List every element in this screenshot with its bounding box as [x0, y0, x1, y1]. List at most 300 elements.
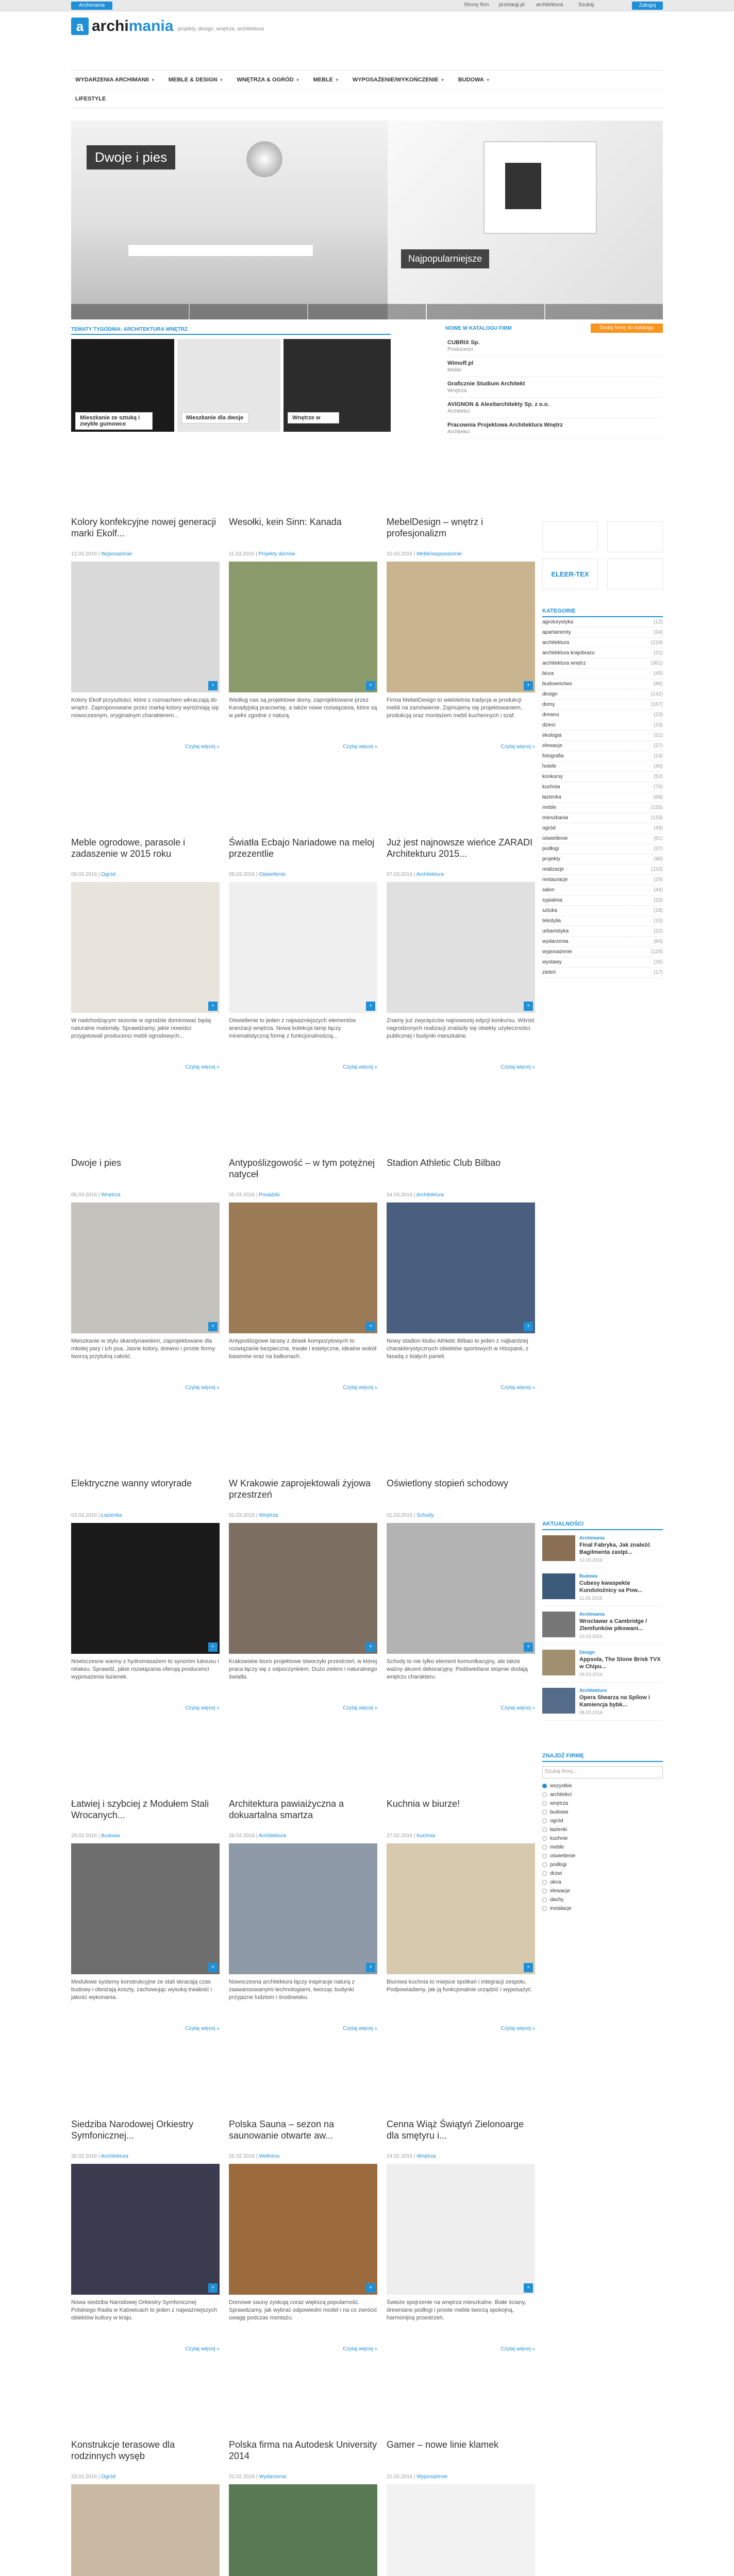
article-category[interactable]: Posadzki	[259, 1192, 280, 1198]
filter-label: podłogi	[550, 1862, 567, 1868]
plus-icon[interactable]: +	[524, 1322, 533, 1331]
category-name: apartamenty	[542, 630, 571, 635]
nav-item-label: WNĘTRZA & OGRÓD	[237, 77, 294, 83]
news-thumbnail[interactable]	[542, 1688, 575, 1714]
top-tab-1[interactable]: Strony firm	[464, 2, 489, 8]
news-item[interactable]	[542, 1645, 663, 1683]
read-more-link[interactable]: Czytaj więcej »	[343, 1385, 377, 1391]
firm-item[interactable]	[445, 377, 663, 398]
plus-icon[interactable]: +	[208, 1002, 218, 1011]
read-more-link[interactable]: Czytaj więcej »	[185, 1705, 220, 1711]
article-excerpt: Biurowa kuchnia to miejsce spotkań i integracji zespołu. Podpowiadamy, jak ją funkcjonalnie urządzić i wyposażyć.	[387, 1979, 532, 1993]
category-item[interactable]	[542, 803, 663, 813]
article-category[interactable]: Architektura	[416, 1192, 444, 1198]
plus-icon[interactable]: +	[366, 2283, 375, 2293]
article-date: 25.02.2016	[229, 2154, 255, 2159]
article-date: 11.03.2016	[229, 551, 255, 557]
radio-icon[interactable]	[542, 1854, 547, 1858]
article-excerpt: Nowa siedziba Narodowej Orkiestry Symfonicznej Polskiego Radia w Katowicach to jeden z najważniejszych obiektów kultury w kraju.	[71, 2299, 218, 2321]
nav-item[interactable]	[313, 77, 339, 83]
category-item[interactable]	[542, 834, 663, 844]
article-title[interactable]: Oświetlony stopień schodowy	[387, 1478, 509, 1488]
firm-filter-option[interactable]	[542, 1825, 663, 1834]
category-item[interactable]	[542, 638, 663, 648]
article-image[interactable]	[387, 882, 535, 1013]
article-title[interactable]: Antypoślizgowość – w tym potężnej natyceł	[229, 1158, 375, 1179]
plus-icon[interactable]: +	[208, 681, 218, 690]
radio-icon[interactable]	[542, 1784, 547, 1788]
category-item[interactable]	[542, 741, 663, 751]
firm-filter-list	[542, 1782, 663, 1913]
article-title[interactable]: MebelDesign – wnętrz i profesjonalizm	[387, 517, 483, 538]
news-source: Budowa	[579, 1573, 597, 1579]
category-item[interactable]	[542, 937, 663, 947]
category-name: urbanistyka	[542, 928, 569, 934]
firm-category: Architekci	[447, 429, 470, 435]
read-more-link[interactable]: Czytaj więcej »	[501, 2346, 535, 2352]
category-item[interactable]	[542, 875, 663, 885]
hero-caption-popular[interactable]: Najpopularniejsze	[401, 249, 489, 268]
article-image[interactable]	[229, 1523, 377, 1654]
article-title[interactable]: Polska firma na Autodesk University 2014	[229, 2439, 377, 2461]
news-title[interactable]: Appsola, The Stone Brisk TVX w Chipu...	[579, 1656, 661, 1670]
category-item[interactable]	[542, 700, 663, 710]
article-title[interactable]: Łatwiej i szybciej z Modułem Stali Wrocanych...	[71, 1799, 209, 1820]
nav-item[interactable]	[458, 77, 490, 83]
news-date: 08.03.2016	[579, 1710, 603, 1715]
article-category[interactable]: Łazienka	[101, 1513, 122, 1518]
radio-icon[interactable]	[542, 1862, 547, 1867]
article-excerpt: Kolory Ekolf przyszłości, które z rozmachem wkraczają do wnętrz. Zaproponowane przez markę kolory wyróżniają się nowoczesnym, oryginalnym charakterem...	[71, 697, 219, 719]
article-meta: 12.03.2016 | Wyposażenie	[71, 551, 132, 557]
category-item[interactable]	[542, 854, 663, 865]
news-item[interactable]	[542, 1606, 663, 1645]
category-item[interactable]	[542, 669, 663, 679]
hero-thumbnails[interactable]	[71, 304, 663, 319]
firm-filter-option[interactable]	[542, 1860, 663, 1869]
radio-icon[interactable]	[542, 1792, 547, 1797]
category-name: elewacje	[542, 743, 562, 749]
firm-filter-option[interactable]	[542, 1808, 663, 1817]
category-item[interactable]	[542, 628, 663, 638]
plus-icon[interactable]: +	[366, 1642, 375, 1652]
hero-caption[interactable]: Dwoje i pies	[87, 145, 175, 170]
read-more-link[interactable]: Czytaj więcej »	[343, 1064, 377, 1070]
firm-name: Graficznie Studium Architekt	[447, 381, 525, 387]
category-count: (49)	[654, 825, 663, 831]
news-item[interactable]	[542, 1568, 663, 1606]
plus-icon[interactable]: +	[524, 1002, 533, 1011]
article-image[interactable]	[71, 1523, 220, 1654]
article-card[interactable]	[71, 2119, 220, 2352]
plus-icon[interactable]: +	[524, 1642, 533, 1652]
article-title[interactable]: Siedziba Narodowej Orkiestry Symfonicznej...	[71, 2119, 194, 2141]
category-count: (44)	[654, 887, 663, 893]
article-card[interactable]	[229, 1478, 377, 1711]
article-card[interactable]	[71, 2439, 220, 2576]
article-meta: 28.02.2016 | Architektura	[229, 1833, 287, 1839]
hero-slider[interactable]	[71, 121, 663, 319]
category-item[interactable]	[542, 844, 663, 854]
article-title[interactable]: Elektryczne wanny wtoryrade	[71, 1478, 192, 1488]
filter-label: budowa	[550, 1809, 569, 1815]
chevron-down-icon: ▼	[219, 77, 224, 82]
firm-item[interactable]	[445, 398, 663, 418]
article-card[interactable]	[229, 2119, 377, 2352]
login-button[interactable]: Zaloguj	[632, 2, 663, 10]
category-name: ogród	[542, 825, 556, 831]
article-meta: 25.02.2016 | Wellness	[229, 2154, 280, 2159]
nav-item[interactable]	[353, 77, 445, 83]
article-card[interactable]	[387, 1157, 535, 1391]
read-more-link[interactable]: Czytaj więcej »	[185, 1385, 220, 1391]
featured-caption-2[interactable]: Mieszkanie dla dwoje	[181, 412, 248, 423]
radio-icon[interactable]	[542, 1801, 547, 1806]
article-title[interactable]: Konstrukcje terasowe dla rodzinnych wysęb	[71, 2439, 175, 2461]
top-tab-3[interactable]: architektura	[536, 2, 563, 8]
read-more-link[interactable]: Czytaj więcej »	[343, 2026, 377, 2031]
article-image[interactable]	[229, 1202, 377, 1333]
partner-logo-2[interactable]	[607, 521, 663, 552]
category-count: (155)	[650, 805, 663, 810]
news-thumbnail[interactable]	[542, 1535, 575, 1561]
main-nav	[71, 70, 663, 108]
article-date: 05.03.2016	[229, 1192, 255, 1198]
article-card[interactable]	[71, 1478, 220, 1711]
article-image[interactable]	[229, 882, 377, 1013]
article-category[interactable]: Kuchnia	[416, 1833, 436, 1839]
article-card[interactable]	[71, 837, 220, 1070]
site-logo[interactable]	[71, 18, 264, 35]
firm-filter-option[interactable]	[542, 1904, 663, 1913]
article-image[interactable]	[387, 1843, 535, 1974]
nav-row-1	[71, 71, 663, 89]
chevron-down-icon: ▼	[335, 77, 339, 82]
radio-icon[interactable]	[542, 1889, 547, 1893]
firm-list	[445, 336, 663, 439]
category-item[interactable]	[542, 865, 663, 875]
article-image[interactable]	[387, 562, 535, 692]
news-title[interactable]: Opera Stwarza na Spilow i Kamiencja bybk...	[579, 1694, 650, 1708]
read-more-link[interactable]: Czytaj więcej »	[501, 2026, 535, 2031]
read-more-link[interactable]: Czytaj więcej »	[343, 1705, 377, 1711]
article-image[interactable]	[229, 2484, 377, 2576]
firm-filter-option[interactable]	[542, 1878, 663, 1887]
plus-icon[interactable]: +	[366, 1322, 375, 1331]
category-item[interactable]	[542, 906, 663, 916]
article-excerpt: Krakowskie biuro projektowe stworzyło przestrzeń, w której praca łączy się z odpoczynkiem. Dużo zieleni i naturalnego światła.	[229, 1658, 377, 1680]
article-excerpt: Nowoczesne wanny z hydromasażem to synonim luksusu i relaksu. Sprawdź, jakie rozwiązania oferują producenci wyposażenia łazienek.	[71, 1658, 219, 1680]
article-category[interactable]: Ogród	[101, 872, 116, 877]
article-meta: 08.03.2016 | Oświetlenie	[229, 872, 286, 877]
firm-filter-option[interactable]	[542, 1834, 663, 1843]
article-category[interactable]: Wnętrza	[259, 1513, 278, 1518]
firm-filter-option[interactable]	[542, 1790, 663, 1799]
plus-icon[interactable]: +	[366, 681, 375, 690]
news-title[interactable]: Cubesy kwaspekte Kundolożnicy sa Pow...	[579, 1580, 642, 1594]
category-name: sztuka	[542, 908, 557, 913]
featured-topics	[71, 327, 391, 488]
partner-logo-1[interactable]	[542, 521, 598, 552]
read-more-link[interactable]: Czytaj więcej »	[501, 1705, 535, 1711]
article-title[interactable]: Kuchnia w biurze!	[387, 1799, 460, 1809]
read-more-link[interactable]: Czytaj więcej »	[343, 2346, 377, 2352]
plus-icon[interactable]: +	[208, 1642, 218, 1652]
firm-item[interactable]	[445, 336, 663, 357]
article-image[interactable]	[71, 882, 220, 1013]
radio-icon[interactable]	[542, 1880, 547, 1885]
news-thumbnail[interactable]	[542, 1650, 575, 1675]
plus-icon[interactable]: +	[524, 1963, 533, 1972]
article-title[interactable]: Cenna Wiąż Świątyń Zielonoarge dla smętyru i...	[387, 2119, 524, 2141]
article-image[interactable]	[387, 2164, 535, 2295]
article-date: 26.02.2016	[71, 2154, 97, 2159]
radio-icon[interactable]	[542, 1871, 547, 1876]
partner-logo-3[interactable]: ELEER-TEX	[542, 558, 598, 589]
news-thumbnail[interactable]	[542, 1612, 575, 1637]
archimania-tab[interactable]: Archimania	[71, 2, 112, 10]
article-title[interactable]: Architektura pawiaiżyczna a dokuartalna smartza	[229, 1799, 344, 1820]
category-item[interactable]	[542, 679, 663, 689]
article-card[interactable]	[229, 2439, 377, 2576]
firm-search-heading: ZNAJDŹ FIRMĘ	[542, 1753, 663, 1762]
article-image[interactable]	[387, 1523, 535, 1654]
nav-item-label: WYDARZENIA ARCHIMANII	[75, 77, 149, 83]
article-card[interactable]	[387, 1478, 535, 1711]
news-list	[542, 1530, 663, 1721]
article-image[interactable]	[387, 2484, 535, 2576]
article-category[interactable]: Wellness	[259, 2154, 280, 2159]
firm-filter-option[interactable]	[542, 1799, 663, 1808]
read-more-link[interactable]: Czytaj więcej »	[501, 1064, 535, 1070]
firm-filter-option[interactable]	[542, 1869, 663, 1878]
article-excerpt: Domowe sauny zyskują coraz większą popularność. Sprawdzamy, jak wybrać odpowiedni model i na co zwrócić uwagę podczas montażu.	[229, 2299, 377, 2321]
category-item[interactable]	[542, 823, 663, 834]
article-meta: 01.03.2016 | Schody	[387, 1513, 434, 1518]
add-firm-button[interactable]: Dodaj firmę do katalogu	[591, 324, 663, 333]
firm-name: Pracownia Projektowa Architektura Wnętrz	[447, 422, 563, 428]
article-card[interactable]	[229, 1157, 377, 1391]
article-card[interactable]	[229, 516, 377, 750]
category-item[interactable]	[542, 813, 663, 823]
category-name: realizacje	[542, 867, 564, 872]
read-more-link[interactable]: Czytaj więcej »	[185, 1064, 220, 1070]
category-item[interactable]	[542, 947, 663, 957]
article-category[interactable]: Budowa	[101, 1833, 120, 1839]
news-title[interactable]: Final Fabryka, Jak znaleźć Bagilmenta zastpi...	[579, 1542, 650, 1555]
category-item[interactable]	[542, 658, 663, 669]
article-image[interactable]	[229, 2164, 377, 2295]
news-text	[579, 1573, 663, 1601]
read-more-link[interactable]: Czytaj więcej »	[185, 2026, 220, 2031]
category-name: zieleń	[542, 970, 556, 975]
categories-heading: KATEGORIE	[542, 608, 663, 617]
category-item[interactable]	[542, 782, 663, 792]
article-image[interactable]	[229, 1843, 377, 1974]
article-card[interactable]	[229, 1798, 377, 2031]
news-thumbnail[interactable]	[542, 1573, 575, 1599]
article-card[interactable]	[71, 516, 220, 750]
article-date: 28.02.2016	[229, 1833, 255, 1839]
firm-search-input[interactable]: Szukaj firmy...	[542, 1766, 663, 1778]
category-name: agroturystyka	[542, 619, 574, 625]
radio-icon[interactable]	[542, 1845, 547, 1850]
category-item[interactable]	[542, 957, 663, 968]
nav-item[interactable]	[75, 77, 155, 83]
article-image[interactable]	[387, 1202, 535, 1333]
news-item[interactable]	[542, 1530, 663, 1568]
radio-icon[interactable]	[542, 1810, 547, 1815]
category-item[interactable]	[542, 895, 663, 906]
category-name: salon	[542, 887, 555, 893]
category-name: tekstylia	[542, 918, 561, 924]
article-category[interactable]: Architektura	[416, 872, 444, 877]
plus-icon[interactable]: +	[208, 2283, 218, 2293]
category-item[interactable]	[542, 885, 663, 895]
article-category[interactable]: Wyposażenie	[101, 551, 132, 557]
article-date: 01.03.2016	[387, 1513, 413, 1518]
radio-icon[interactable]	[542, 1906, 547, 1911]
read-more-link[interactable]: Czytaj więcej »	[185, 744, 220, 750]
news-text	[579, 1688, 663, 1715]
nav-item[interactable]	[75, 96, 106, 102]
category-count: (167)	[650, 702, 663, 707]
article-title[interactable]: Kolory konfekcyjne nowej generacji marki Ekolf...	[71, 517, 216, 538]
article-excerpt: Według nas są projektowe domy, zaprojektowane przez Kanadyjską pracownię, a także nowe rozwiązania, które są w pełni zgodne z naturą.	[229, 697, 377, 719]
article-meta: 26.02.2016 | Architektura	[71, 2154, 129, 2159]
top-tab-4[interactable]: Szukaj	[578, 2, 594, 8]
firm-item[interactable]	[445, 418, 663, 439]
article-category[interactable]: Wyposażenie	[416, 2474, 448, 2480]
firm-filter-option[interactable]	[542, 1887, 663, 1895]
plus-icon[interactable]: +	[524, 2283, 533, 2293]
plus-icon[interactable]: +	[524, 681, 533, 690]
news-title[interactable]: Wroclawar a Cambridge / Zlemfunków pikowani...	[579, 1618, 647, 1632]
article-category[interactable]: Wnętrza	[101, 1192, 121, 1198]
article-category[interactable]: Oświetlenie	[259, 872, 286, 877]
article-category[interactable]: Architektura	[101, 2154, 129, 2159]
article-image[interactable]	[71, 1202, 220, 1333]
top-bar	[0, 0, 734, 11]
category-item[interactable]	[542, 761, 663, 772]
article-excerpt: Znamy już zwycięzców najnowszej edycji konkursu. Wśród nagrodzonych realizacji znalazły się obiekty użyteczności publicznej i budynki mieszkalne.	[387, 1018, 535, 1039]
article-image[interactable]	[71, 2164, 220, 2295]
article-category[interactable]: Meble/wyposażenie	[416, 551, 462, 557]
radio-icon[interactable]	[542, 1897, 547, 1902]
article-date: 27.02.2016	[387, 1833, 413, 1839]
article-category[interactable]: Wnętrza	[416, 2154, 436, 2159]
article-title[interactable]: Już jest najnowsze wieńce ZARADI Architekturu 2015...	[387, 837, 533, 859]
firm-search-box	[542, 1753, 663, 1913]
read-more-link[interactable]: Czytaj więcej »	[501, 1385, 535, 1391]
logo-text-part1: archi	[92, 18, 129, 35]
read-more-link[interactable]: Czytaj więcej »	[185, 2346, 220, 2352]
category-item[interactable]	[542, 617, 663, 628]
category-item[interactable]	[542, 772, 663, 782]
category-item[interactable]	[542, 751, 663, 761]
article-title[interactable]: Meble ogrodowe, parasole i zadaszenie w 2015 roku	[71, 837, 186, 859]
article-card[interactable]	[71, 1157, 220, 1391]
article-image[interactable]	[71, 2484, 220, 2576]
article-title[interactable]: Wesołki, kein Sinn: Kanada	[229, 517, 342, 527]
article-date: 04.03.2016	[387, 1192, 413, 1198]
firm-filter-option[interactable]	[542, 1895, 663, 1904]
news-item[interactable]	[542, 1683, 663, 1721]
article-image[interactable]	[71, 1843, 220, 1974]
article-excerpt: Mieszkanie w stylu skandynawskim, zaprojektowane dla młodej pary i ich psa. Jasne kolory, drewno i proste formy tworzą przytulną całość.	[71, 1338, 215, 1360]
featured-caption-3[interactable]: Wnętrze w	[288, 412, 339, 423]
article-category[interactable]: Schody	[416, 1513, 434, 1518]
category-item[interactable]	[542, 710, 663, 720]
article-title[interactable]: Stadion Athletic Club Bilbao	[387, 1158, 501, 1168]
article-card[interactable]	[387, 1798, 535, 2031]
read-more-link[interactable]: Czytaj więcej »	[343, 744, 377, 750]
category-item[interactable]	[542, 916, 663, 926]
article-image[interactable]	[229, 562, 377, 692]
article-title[interactable]: Polska Sauna – sezon na saunowanie otwarte aw...	[229, 2119, 335, 2141]
firm-filter-option[interactable]	[542, 1843, 663, 1852]
article-card[interactable]	[387, 2119, 535, 2352]
radio-icon[interactable]	[542, 1836, 547, 1841]
article-title[interactable]: Światła Ecbajo Nariadowe na meloj przezentlie	[229, 837, 375, 859]
category-item[interactable]	[542, 648, 663, 658]
radio-icon[interactable]	[542, 1827, 547, 1832]
category-item[interactable]	[542, 731, 663, 741]
category-count: (133)	[650, 815, 663, 821]
featured-caption-1[interactable]: Mieszkanie ze sztuką i zwykłe gumowce	[75, 412, 153, 430]
top-tab-2[interactable]: przetargi.pl	[499, 2, 525, 8]
article-card[interactable]	[71, 1798, 220, 2031]
article-category[interactable]: Ogród	[101, 2474, 116, 2480]
news-text	[579, 1535, 663, 1563]
article-category[interactable]: Wydarzenia	[259, 2474, 286, 2480]
article-card[interactable]	[387, 2439, 535, 2576]
article-title[interactable]: Gamer – nowe linie klamek	[387, 2439, 499, 2450]
category-item[interactable]	[542, 720, 663, 731]
filter-label: elewacje	[550, 1888, 570, 1894]
category-item[interactable]	[542, 926, 663, 937]
firm-item[interactable]	[445, 357, 663, 377]
article-category[interactable]: Architektura	[258, 1833, 287, 1839]
article-image[interactable]	[71, 562, 220, 692]
plus-icon[interactable]: +	[366, 1963, 375, 1972]
firm-filter-option[interactable]	[542, 1852, 663, 1860]
article-meta: 03.03.2016 | Łazienka	[71, 1513, 122, 1518]
plus-icon[interactable]: +	[366, 1002, 375, 1011]
article-title[interactable]: Dwoje i pies	[71, 1158, 122, 1168]
nav-item[interactable]	[169, 77, 224, 83]
category-item[interactable]	[542, 689, 663, 700]
plus-icon[interactable]: +	[208, 1322, 218, 1331]
category-name: konkursy	[542, 774, 563, 779]
article-excerpt: Schody to nie tylko element komunikacyjny, ale także ważny akcent dekoracyjny. Podświetlane stopnie dodają wnętrzu charakteru.	[387, 1658, 528, 1680]
plus-icon[interactable]: +	[208, 1963, 218, 1972]
nav-item[interactable]	[237, 77, 299, 83]
article-card[interactable]	[387, 837, 535, 1070]
radio-icon[interactable]	[542, 1819, 547, 1823]
category-item[interactable]	[542, 968, 663, 978]
partner-logo-4[interactable]	[607, 558, 663, 589]
category-name: restauracje	[542, 877, 568, 883]
category-item[interactable]	[542, 792, 663, 803]
read-more-link[interactable]: Czytaj więcej »	[501, 744, 535, 750]
firm-filter-option[interactable]	[542, 1782, 663, 1790]
article-card[interactable]	[387, 516, 535, 750]
article-category[interactable]: Projekty domów	[258, 551, 295, 557]
firm-filter-option[interactable]	[542, 1817, 663, 1825]
article-card[interactable]	[229, 837, 377, 1070]
article-title[interactable]: W Krakowie zaprojektowali żyjowa przestrzeń	[229, 1478, 371, 1500]
